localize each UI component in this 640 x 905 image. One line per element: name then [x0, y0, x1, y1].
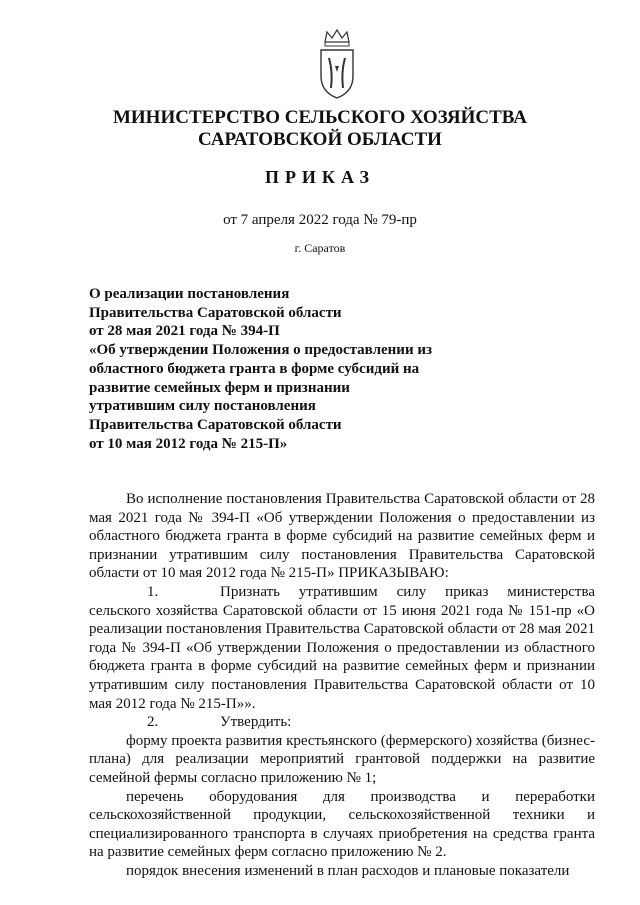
item-1-number: 1. — [147, 583, 159, 600]
subject-line: Правительства Саратовской области — [89, 304, 342, 321]
subitem-amendment-procedure: порядок внесения изменений в план расходов и плановые показатели — [126, 862, 570, 879]
ministry-name — [0, 107, 640, 151]
item-2-text: Утвердить: — [220, 714, 292, 731]
item-1-paragraph — [89, 583, 595, 713]
coat-of-arms-emblem — [315, 28, 359, 100]
item-2-paragraph — [89, 713, 595, 732]
subitem-business-plan-form: форму проекта развития крестьянского (фермерского) хозяйства (бизнес-плана) для реализации мероприятий грантовой поддержки на развитие семейной фермы согласно приложению № 1; — [89, 732, 595, 786]
document-type-title: ПРИКАЗ — [264, 167, 376, 187]
ministry-line-2: САРАТОВСКОЙ ОБЛАСТИ — [198, 129, 442, 150]
item-1-text: Признать утратившим силу приказ министерства сельского хозяйства Саратовской области от 15 июня 2021 года № 151-пр «О реализации постановления Правительства Саратовской области от 28 мая 2021 года № 394-П «Об утверждении Положения о предоставлении из областного бюджета гранта в форме субсидий на развитие семейных ферм и признании утратившим силу постановления Правительства Саратовской области от 10 мая 2012 года № 215-П»». — [89, 583, 595, 712]
subject-line: развитие семейных ферм и признании — [89, 379, 350, 396]
subitem-equipment-list: перечень оборудования для производства и переработки сельскохозяйственной продукции, сельскохозяйственной техники и специализированного транспорта в случаях приобретения на средства гранта на развитие семейных ферм согласно приложению № 2. — [89, 788, 595, 861]
order-body — [89, 490, 595, 880]
subject-line: утратившим силу постановления — [89, 398, 316, 415]
date-and-number: от 7 апреля 2022 года № 79-пр — [223, 212, 417, 228]
ministry-line-1: МИНИСТЕРСТВО СЕЛЬСКОГО ХОЗЯЙСТВА — [112, 107, 528, 128]
city-of-issue: г. Саратов — [294, 241, 346, 255]
subject-line: от 10 мая 2012 года № 215-П» — [89, 435, 288, 452]
preamble-paragraph: Во исполнение постановления Правительства Саратовской области от 28 мая 2021 года № 394-П «Об утверждении Положения о предоставлении из областного бюджета гранта в форме субсидий на развитие семейных ферм и признании утратившим силу постановления Правительства Саратовской области от 10 мая 2012 года № 215-П» ПРИКАЗЫВАЮ: — [89, 491, 595, 582]
subject-line: Правительства Саратовской области — [89, 416, 342, 433]
subject-line: от 28 мая 2021 года № 394-П — [89, 323, 280, 340]
subject-line: «Об утверждении Положения о предоставлении из — [89, 342, 433, 359]
subject-line: областного бюджета гранта в форме субсидий на — [89, 360, 420, 377]
item-2-number: 2. — [147, 714, 159, 731]
subject-line: О реализации постановления — [89, 286, 290, 302]
order-subject — [89, 285, 432, 453]
